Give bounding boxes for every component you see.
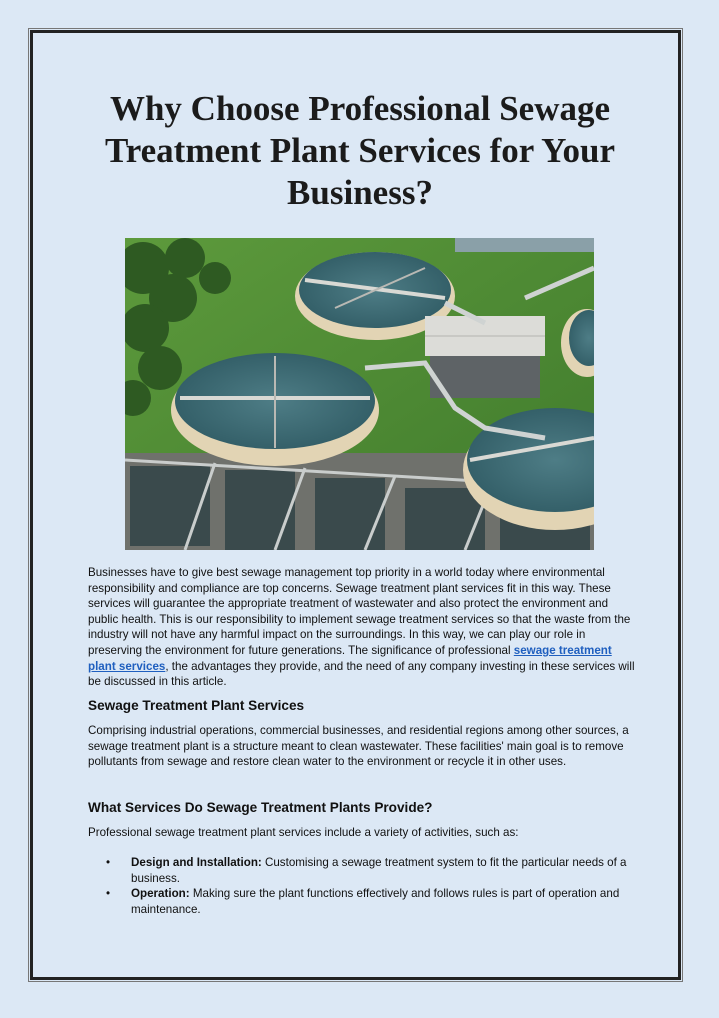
bullet-glyph: • [106,887,111,901]
bullet-term: Operation: [131,887,190,901]
section-services-paragraph: Comprising industrial operations, commercial businesses, and residential regions among other sources, a sewage treatment plant is a structure meant to clean wastewater. These facilities' main goal is to remove pollutants from sewage and restore clean water to the environment or recycle it in other uses. [88,724,629,769]
intro-paragraph [88,565,636,690]
treatment-plant-photo [125,238,594,550]
bullet-glyph: • [106,856,111,869]
document-title: Why Choose Professional Sewage Treatment Plant Services for Your Business? [105,89,615,212]
bullet-text: Making sure the plant functions effectively and follows rules is part of operation and maintenance. [131,887,620,916]
treatment-plant-illustration [125,238,594,550]
bullet-text: Customising a sewage treatment system to fit the particular needs of a business. [131,856,627,885]
section-heading-what-services: What Services Do Sewage Treatment Plants Provide? [88,800,433,815]
intro-text-end: , the advantages they provide, and the need of any company investing in these services will be discussed in this article. [88,659,635,689]
section-heading-services: Sewage Treatment Plant Services [88,698,305,713]
sewage-services-link[interactable]: sewage treatment plant services [88,643,612,673]
list-item [88,886,636,917]
intro-text-start: Businesses have to give best sewage management top priority in a world today where environmental responsibility and compliance are top concerns. Sewage treatment plant services fit in this way. These services will guarantee the appropriate treatment of wastewater and also protect the environment and public health. This is our responsibility to implement sewage treatment services so that the waste from the industry will not have any harmful impact on the surroundings. In this way, we can play our role in preserving the environment for future generations. The significance of professional [88,566,631,657]
list-item [88,855,636,886]
services-bullet-list [88,855,636,917]
clarifier-left [171,353,379,466]
section-what-services-intro: Professional sewage treatment plant services include a variety of activities, such as: [88,826,519,839]
bullet-term: Design and Installation: [131,856,262,869]
